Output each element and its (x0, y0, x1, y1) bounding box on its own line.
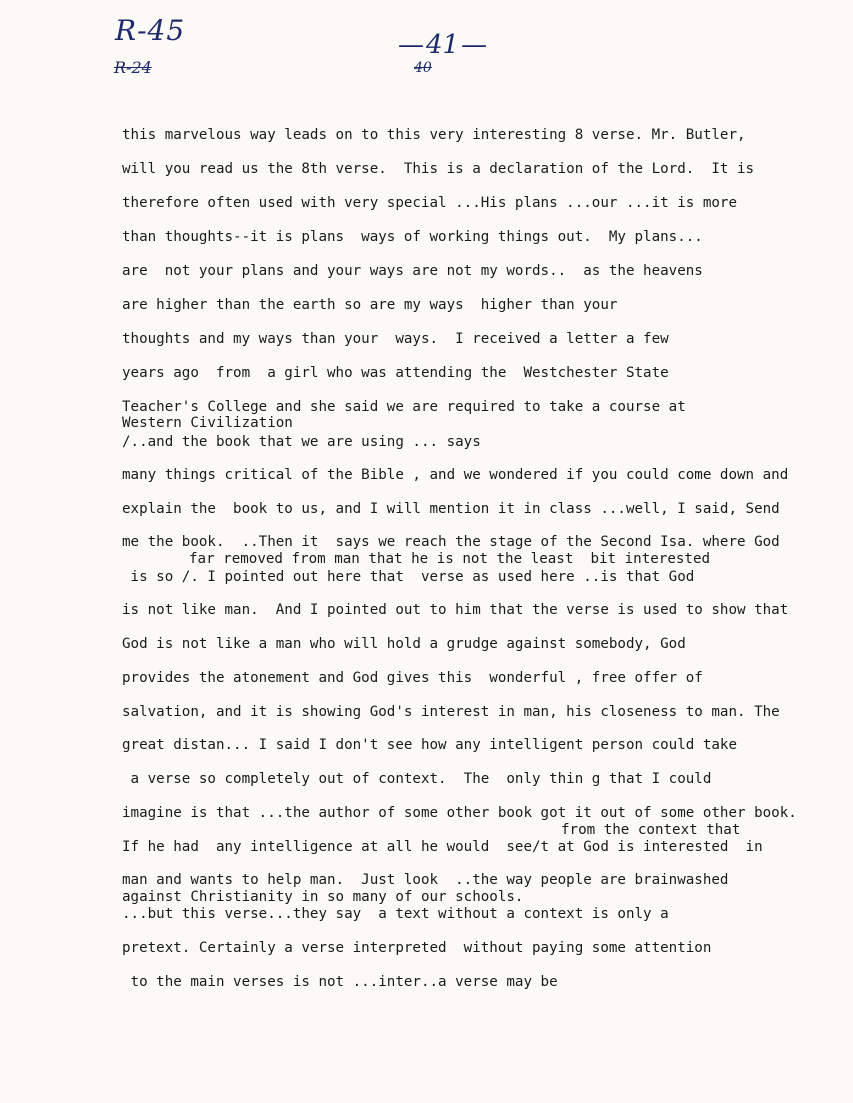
typed-line-14: is so /. I pointed out here that verse as used here ..is that God (122, 569, 695, 585)
handwritten-archive-id-old: R-24 (114, 58, 152, 77)
handwritten-archive-id: R-45 (115, 14, 186, 47)
typed-line-4: than thoughts--it is plans ways of working things out. My plans... (122, 229, 703, 245)
inserted-text-3: from the context that (561, 822, 741, 838)
typed-line-26: to the main verses is not ...inter..a verse may be (122, 974, 558, 990)
inserted-text-4: against Christianity in so many of our schools. (122, 889, 524, 905)
typed-line-20: a verse so completely out of context. The only thin g that I could (122, 771, 712, 787)
handwritten-page-number: — 41 — (398, 30, 487, 60)
typed-line-19: great distan... I said I don't see how any intelligent person could take (122, 737, 737, 753)
typed-line-5: are not your plans and your ways are not my words.. as the heavens (122, 263, 703, 279)
inserted-text-1: Western Civilization (122, 415, 293, 431)
typed-line-17: provides the atonement and God gives this wonderful , free offer of (122, 670, 703, 686)
typed-line-15: is not like man. And I pointed out to him that the verse is used to show that (122, 602, 789, 618)
typed-line-25: pretext. Certainly a verse interpreted without paying some attention (122, 940, 712, 956)
typed-line-11: many things critical of the Bible , and we wondered if you could come down and (122, 467, 789, 483)
typed-line-22: If he had any intelligence at all he would see/t at God is interested in (122, 839, 763, 855)
typed-line-21: imagine is that ...the author of some other book got it out of some other book. (122, 805, 797, 821)
typed-line-9: Teacher's College and she said we are required to take a course at (122, 399, 686, 415)
typed-line-24: ...but this verse...they say a text without a context is only a (122, 906, 669, 922)
typed-line-8: years ago from a girl who was attending the Westchester State (122, 365, 669, 381)
typed-line-6: are higher than the earth so are my ways higher than your (122, 297, 618, 313)
typed-line-7: thoughts and my ways than your ways. I received a letter a few (122, 331, 669, 347)
typed-line-16: God is not like a man who will hold a grudge against somebody, God (122, 636, 686, 652)
typed-line-3: therefore often used with very special ...His plans ...our ...it is more (122, 195, 737, 211)
typed-line-2: will you read us the 8th verse. This is a declaration of the Lord. It is (122, 161, 755, 177)
typed-line-23: man and wants to help man. Just look ..the way people are brainwashed (122, 872, 729, 888)
typed-line-12: explain the book to us, and I will mention it in class ...well, I said, Send (122, 501, 780, 517)
typed-line-13: me the book. ..Then it says we reach the stage of the Second Isa. where God (122, 534, 780, 550)
typed-line-18: salvation, and it is showing God's interest in man, his closeness to man. The (122, 704, 780, 720)
inserted-text-2: far removed from man that he is not the least bit interested (189, 551, 711, 567)
handwritten-page-number-old: 40 (414, 60, 432, 76)
typed-line-10: /..and the book that we are using ... says (122, 434, 481, 450)
typed-line-1: this marvelous way leads on to this very interesting 8 verse. Mr. Butler, (122, 127, 746, 143)
